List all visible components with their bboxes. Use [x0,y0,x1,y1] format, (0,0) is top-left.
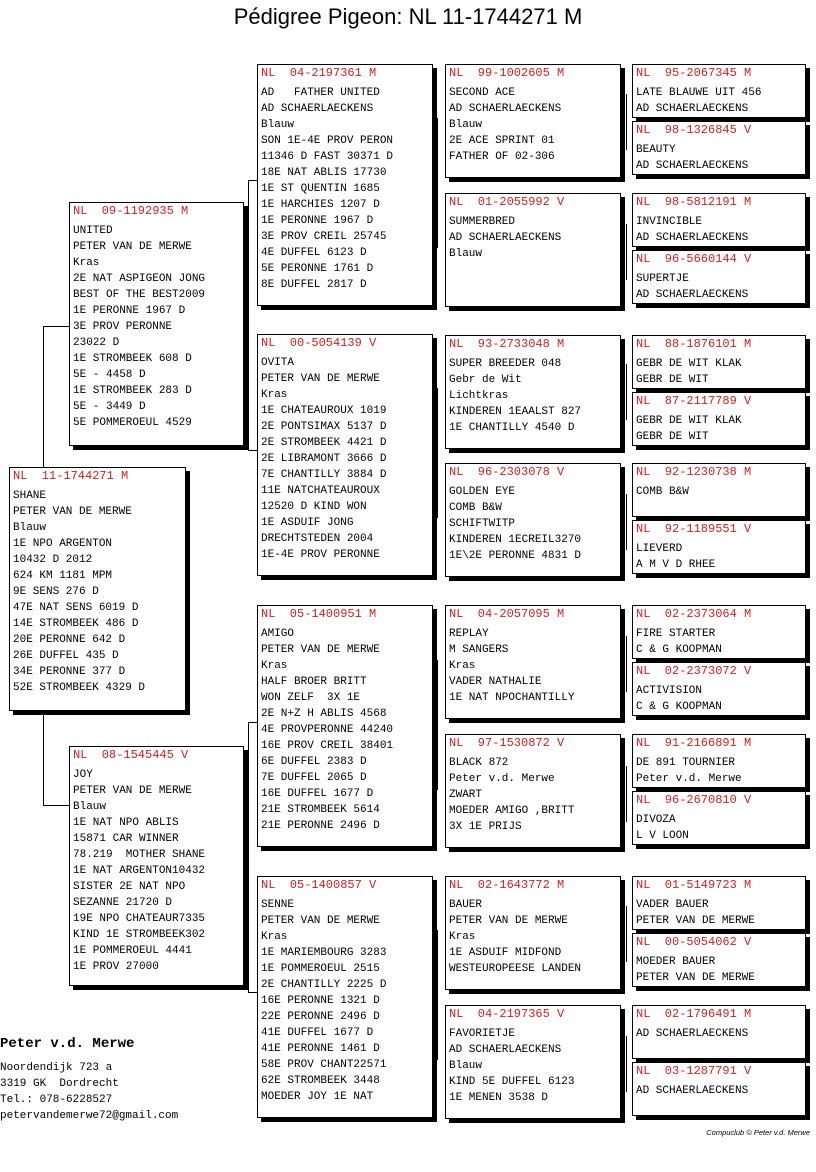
card-line: M SANGERS [449,644,509,656]
card-line: 21E PERONNE 2496 D [261,820,380,832]
pigeon-card-sds [445,335,621,449]
owner-email: petervandemerwe72@gmail.com [0,1110,179,1122]
card-line: 41E DUFFEL 1677 D [261,1027,374,1039]
card-line: 4E DUFFEL 6123 D [261,247,367,259]
ring-number: NL 93-2733048 M [449,337,565,351]
ring-number: NL 95-2067345 M [636,66,752,80]
card-line: GEBR DE WIT KLAK [636,358,742,370]
card-line: A M V D RHEE [636,559,716,571]
card-line: 1E MENEN 3538 D [449,1092,549,1104]
card-line: VADER NATHALIE [449,676,542,688]
ring-number: NL 92-1230738 M [636,465,752,479]
pigeon-card-g5-15 [632,1005,806,1059]
card-line: C & G KOOPMAN [636,644,722,656]
owner-phone: Tel.: 078-6228527 [0,1094,113,1106]
pigeon-card-subject [9,467,186,711]
card-line: Kras [261,660,288,672]
ring-number: NL 00-5054062 V [636,935,752,949]
card-line: BEST OF THE BEST2009 [73,289,206,301]
card-line: 11346 D FAST 30371 D [261,151,394,163]
card-line: 2E CHANTILLY 2225 D [261,979,387,991]
card-line: 8E DUFFEL 2817 D [261,279,367,291]
pigeon-card-g5-2 [632,121,806,175]
card-line: KIND 1E STROMBEEK302 [73,929,206,941]
card-line: KINDEREN 1EAALST 827 [449,406,582,418]
ring-number: NL 96-2670810 V [636,793,752,807]
card-line: 22E PERONNE 2496 D [261,1011,380,1023]
ring-number: NL 02-2373072 V [636,664,752,678]
card-line: BEAUTY [636,144,676,156]
connector-line [626,766,627,822]
card-line: 26E DUFFEL 435 D [13,650,119,662]
pigeon-card-g5-6 [632,392,806,446]
ring-number: NL 97-1530872 V [449,736,565,750]
card-line: 1E POMMEROEUL 4441 [73,945,192,957]
card-line: PETER VAN DE MERWE [261,644,380,656]
card-line: SENNE [261,899,295,911]
connector-line [626,494,627,550]
connector-line [626,1036,627,1092]
ring-number: NL 09-1192935 M [73,204,189,218]
card-line: GEBR DE WIT [636,374,709,386]
card-line: AD SCHAERLAECKENS [449,1044,562,1056]
card-line: OVITA [261,357,295,369]
card-line: Lichtkras [449,390,509,402]
card-line: AD SCHAERLAECKENS [261,103,374,115]
card-line: 3E PROV CREIL 25745 [261,231,387,243]
card-line: 18E NAT ABLIS 17730 [261,167,387,179]
card-line: SECOND ACE [449,87,516,99]
card-line: AD SCHAERLAECKENS [636,103,749,115]
card-line: 1E CHANTILLY 4540 D [449,422,575,434]
card-line: 5E PERONNE 1761 D [261,263,374,275]
pigeon-card-g5-12 [632,791,806,845]
card-line: 58E PROV CHANT22571 [261,1059,387,1071]
connector-line [43,326,70,327]
page-title: Pédigree Pigeon: NL 11-1744271 M [233,4,583,29]
connector-line [43,326,44,468]
card-line: 78.219 MOTHER SHANE [73,849,206,861]
pigeon-card-g5-3 [632,193,806,247]
card-line: 23022 D [73,337,120,349]
card-line: 3E PROV PERONNE [73,321,173,333]
card-line: 2E LIBRAMONT 3666 D [261,453,387,465]
card-line: AD SCHAERLAECKENS [636,1085,749,1097]
card-line: 16E DUFFEL 1677 D [261,788,374,800]
pigeon-card-g5-4 [632,250,806,304]
card-line: PETER VAN DE MERWE [449,915,568,927]
pigeon-card-dds [445,876,621,990]
card-line: WON ZELF 3X 1E [261,692,361,704]
card-line: PETER VAN DE MERWE [261,915,380,927]
pigeon-card-sire-sire [257,64,433,306]
card-line: 1E NAT NPO ABLIS [73,817,179,829]
pigeon-card-g5-16 [632,1062,806,1116]
card-line: AD SCHAERLAECKENS [449,103,562,115]
card-line: MOEDER AMIGO ,BRITT [449,805,575,817]
card-line: BLACK 872 [449,757,509,769]
card-line: FAVORIETJE [449,1028,516,1040]
card-line: 1E NPO ARGENTON [13,538,113,550]
card-line: GEBR DE WIT [636,431,709,443]
ring-number: NL 02-2373064 M [636,607,752,621]
pigeon-card-sdd [445,463,621,577]
card-line: 16E PERONNE 1321 D [261,995,380,1007]
pigeon-card-sss [445,64,621,178]
card-line: Kras [449,931,476,943]
ring-number: NL 98-1326845 V [636,123,752,137]
card-line: 47E NAT SENS 6019 D [13,602,139,614]
card-line: Kras [261,931,288,943]
ring-number: NL 01-2055992 V [449,195,565,209]
card-line: Blauw [261,119,295,131]
card-line: AD SCHAERLAECKENS [636,160,749,172]
card-line: Peter v.d. Merwe [449,773,555,785]
card-line: 1E NAT ARGENTON10432 [73,865,206,877]
card-line: SCHIFTWITP [449,518,516,530]
pigeon-card-dam [69,746,244,986]
card-line: 1E PERONNE 1967 D [73,305,186,317]
card-line: 12520 D KIND WON [261,501,367,513]
connector-line [437,660,438,790]
ring-number: NL 91-2166891 M [636,736,752,750]
card-line: INVINCIBLE [636,216,703,228]
ring-number: NL 01-5149723 M [636,878,752,892]
card-line: Gebr de Wit [449,374,522,386]
ring-number: NL 00-5054139 V [261,336,377,350]
footer-credit: Compuclub © Peter v.d. Merwe [706,1128,810,1137]
card-line: 1E STROMBEEK 608 D [73,353,192,365]
card-line: Blauw [449,248,483,260]
card-line: 2E N+Z H ABLIS 4568 [261,708,387,720]
card-line: Kras [73,257,100,269]
pigeon-card-g5-5 [632,335,806,389]
pigeon-card-g5-1 [632,64,806,118]
card-line: 2E STROMBEEK 4421 D [261,437,387,449]
card-line: 1E ASDUIF MIDFOND [449,947,562,959]
card-line: Kras [449,660,476,672]
card-line: AD FATHER UNITED [261,87,380,99]
ring-number: NL 04-2197361 M [261,66,377,80]
ring-number: NL 05-1400951 M [261,607,377,621]
card-line: 1E NAT NPOCHANTILLY [449,692,575,704]
card-line: AD SCHAERLAECKENS [636,1028,749,1040]
ring-number: NL 03-1287791 V [636,1064,752,1078]
card-line: 1E PROV 27000 [73,961,159,973]
ring-number: NL 02-1643772 M [449,878,565,892]
pigeon-card-sire-dam [257,334,433,576]
card-line: L V LOON [636,830,689,842]
card-line: AD SCHAERLAECKENS [449,232,562,244]
card-line: 6E DUFFEL 2383 D [261,756,367,768]
card-line: COMB B&W [449,502,502,514]
ring-number: NL 05-1400857 V [261,878,377,892]
card-line: 15871 CAR WINNER [73,833,179,845]
ring-number: NL 04-2197365 V [449,1007,565,1021]
card-line: KIND 5E DUFFEL 6123 [449,1076,575,1088]
card-line: Blauw [73,801,107,813]
card-line: LIEVERD [636,543,683,555]
card-line: AD SCHAERLAECKENS [636,232,749,244]
pigeon-card-dam-sire [257,605,433,847]
card-line: AD SCHAERLAECKENS [636,289,749,301]
card-line: 14E STROMBEEK 486 D [13,618,139,630]
ring-number: NL 02-1796491 M [636,1007,752,1021]
connector-line [248,722,249,992]
connector-line [43,805,70,806]
card-line: MOEDER BAUER [636,956,716,968]
card-line: 2E ACE SPRINT 01 [449,135,555,147]
card-line: GOLDEN EYE [449,486,516,498]
card-line: 5E - 4458 D [73,369,146,381]
ring-number: NL 92-1189551 V [636,522,752,536]
card-line: 20E PERONNE 642 D [13,634,126,646]
card-line: ACTIVISION [636,685,703,697]
card-line: SON 1E-4E PROV PERON [261,135,394,147]
ring-number: NL 87-2117789 V [636,394,752,408]
pigeon-card-g5-14 [632,933,806,987]
connector-line [626,906,627,962]
card-line: 1E PERONNE 1967 D [261,215,374,227]
card-line: 3X 1E PRIJS [449,821,522,833]
ring-number: NL 96-5660144 V [636,252,752,266]
pigeon-card-g5-7 [632,463,806,517]
card-line: AMIGO [261,628,295,640]
ring-number: NL 04-2057095 M [449,607,565,621]
card-line: 1E POMMEROEUL 2515 [261,963,380,975]
connector-line [437,388,438,518]
pigeon-card-dss [445,605,621,719]
card-line: SISTER 2E NAT NPO [73,881,186,893]
card-line: Kras [261,389,288,401]
card-line: 52E STROMBEEK 4329 D [13,682,146,694]
card-line: FIRE STARTER [636,628,716,640]
card-line: 62E STROMBEEK 3448 [261,1075,380,1087]
card-line: PETER VAN DE MERWE [636,972,755,984]
ring-number: NL 99-1002605 M [449,66,565,80]
card-line: WESTEUROPEESE LANDEN [449,963,582,975]
card-line: MOEDER JOY 1E NAT [261,1091,374,1103]
pigeon-card-g5-11 [632,734,806,788]
card-line: 9E SENS 276 D [13,586,99,598]
card-line: 7E DUFFEL 2065 D [261,772,367,784]
card-line: 21E STROMBEEK 5614 [261,804,380,816]
pigeon-card-dsd [445,734,621,848]
card-line: 624 KM 1181 MPM [13,570,113,582]
card-line: Blauw [449,119,483,131]
pigeon-card-ddd [445,1005,621,1119]
connector-line [437,118,438,248]
card-line: REPLAY [449,628,489,640]
card-line: PETER VAN DE MERWE [636,915,755,927]
card-line: 16E PROV CREIL 38401 [261,740,394,752]
card-line: 1E MARIEMBOURG 3283 [261,947,387,959]
connector-line [437,930,438,1060]
card-line: PETER VAN DE MERWE [73,785,192,797]
ring-number: NL 11-1744271 M [13,469,129,483]
card-line: 5E POMMEROEUL 4529 [73,417,192,429]
connector-line [248,180,249,450]
pigeon-card-g5-8 [632,520,806,574]
card-line: 2E PONTSIMAX 5137 D [261,421,387,433]
connector-line [626,94,627,150]
card-line: PETER VAN DE MERWE [13,506,132,518]
card-line: 19E NPO CHATEAUR7335 [73,913,206,925]
card-line: 7E CHANTILLY 3884 D [261,469,387,481]
connector-line [626,224,627,280]
card-line: DRECHTSTEDEN 2004 [261,533,374,545]
card-line: 1E-4E PROV PERONNE [261,549,380,561]
ring-number: NL 08-1545445 V [73,748,189,762]
card-line: 4E PROVPERONNE 44240 [261,724,394,736]
pigeon-card-g5-10 [632,662,806,716]
card-line: 41E PERONNE 1461 D [261,1043,380,1055]
card-line: Blauw [13,522,47,534]
connector-line [626,364,627,420]
owner-name: Peter v.d. Merwe [0,1036,135,1052]
card-line: 1E\2E PERONNE 4831 D [449,550,582,562]
card-line: 10432 D 2012 [13,554,93,566]
pigeon-card-dam-dam [257,876,433,1118]
card-line: SEZANNE 21720 D [73,897,173,909]
card-line: 5E - 3449 D [73,401,146,413]
card-line: SHANE [13,490,47,502]
pigeon-card-ssd [445,193,621,307]
card-line: BAUER [449,899,483,911]
card-line: Peter v.d. Merwe [636,773,742,785]
card-line: DIVOZA [636,814,676,826]
card-line: 1E CHATEAUROUX 1019 [261,405,387,417]
connector-line [43,713,44,805]
card-line: 1E STROMBEEK 283 D [73,385,192,397]
ring-number: NL 96-2303078 V [449,465,565,479]
card-line: GEBR DE WIT KLAK [636,415,742,427]
card-line: SUPER BREEDER 048 [449,358,562,370]
card-line: SUPERTJE [636,273,689,285]
card-line: 1E HARCHIES 1207 D [261,199,380,211]
card-line: 11E NATCHATEAUROUX [261,485,380,497]
card-line: C & G KOOPMAN [636,701,722,713]
card-line: DE 891 TOURNIER [636,757,736,769]
owner-address: Noordendijk 723 a [0,1062,113,1074]
ring-number: NL 98-5812191 M [636,195,752,209]
card-line: Blauw [449,1060,483,1072]
card-line: 1E ASDUIF JONG [261,517,354,529]
card-line: FATHER OF 02-306 [449,151,555,163]
card-line: LATE BLAUWE UIT 456 [636,87,762,99]
card-line: ZWART [449,789,483,801]
card-line: 1E ST QUENTIN 1685 [261,183,380,195]
card-line: COMB B&W [636,486,689,498]
pigeon-card-sire [69,202,244,446]
ring-number: NL 88-1876101 M [636,337,752,351]
owner-block [0,1034,178,1124]
card-line: PETER VAN DE MERWE [73,241,192,253]
card-line: 2E NAT ASPIGEON JONG [73,273,206,285]
card-line: 34E PERONNE 377 D [13,666,126,678]
connector-line [626,636,627,692]
card-line: KINDEREN 1ECREIL3270 [449,534,582,546]
owner-city: 3319 GK Dordrecht [0,1078,119,1090]
card-line: SUMMERBRED [449,216,516,228]
pigeon-card-g5-9 [632,605,806,659]
card-line: VADER BAUER [636,899,709,911]
card-line: UNITED [73,225,113,237]
pigeon-card-g5-13 [632,876,806,930]
card-line: HALF BROER BRITT [261,676,367,688]
card-line: JOY [73,769,93,781]
card-line: PETER VAN DE MERWE [261,373,380,385]
